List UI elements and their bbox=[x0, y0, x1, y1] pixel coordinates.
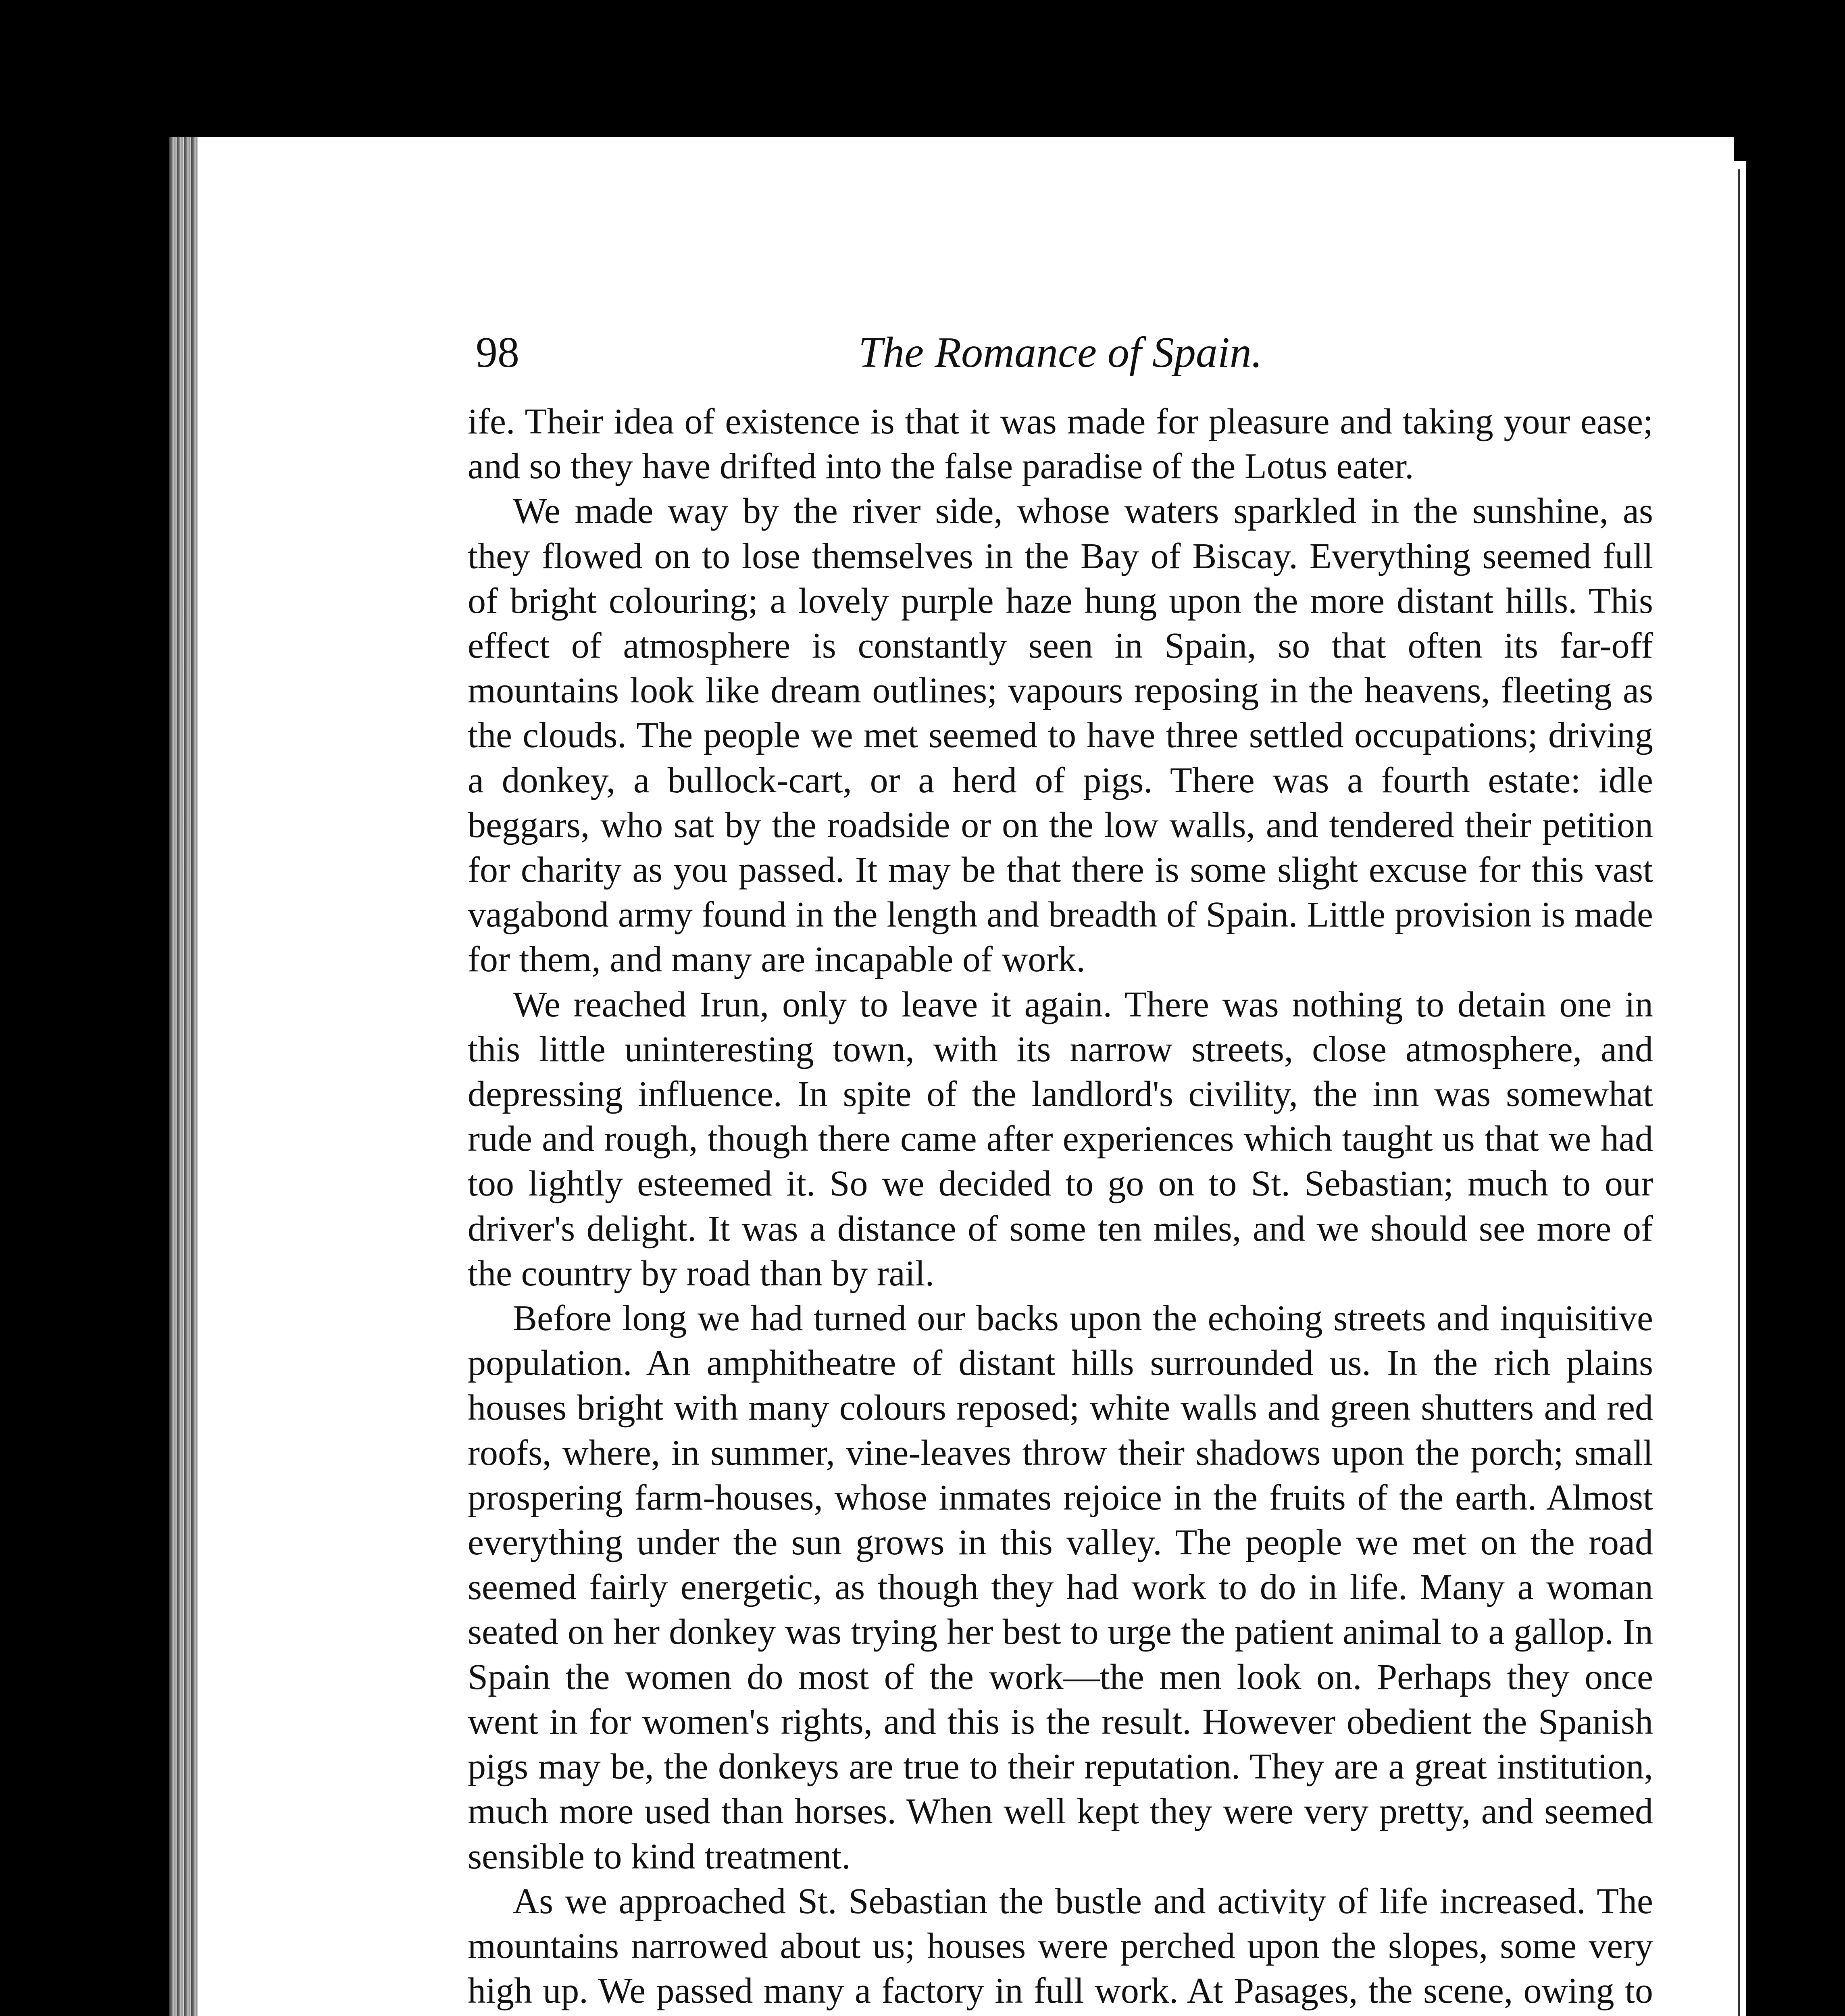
paragraph-1: ife. Their idea of existence is that it was made for pleasure and taking your ease; and so they have drifted into the false paradise of the Lotus eater. bbox=[468, 402, 1653, 487]
binding-gutter bbox=[169, 137, 198, 2016]
paragraph-5: As we approached St. Sebastian the bustle and activity of life increased. The mountains narrowed about us; houses were perched upon the slopes, some very high up. We passed many a factory in full work. At Pasages, the scene, owing to bbox=[468, 1881, 1653, 2011]
paragraph-4: Before long we had turned our backs upon the echoing streets and inquisitive population. An amphitheatre of distant hills surrounded us. In the rich plains houses bright with many colours reposed; white walls and green shutters and red roofs, where, in summer, vine-leaves throw their shadows upon the porch; small prospering farm-houses, whose inmates rejoice in the fruits of the earth. Almost everything under the sun grows in this valley. The people we met on the road seemed fairly energetic, as though they had work to do in life. Many a woman seated on her donkey was trying her best to urge the patient animal to a gallop. In Spain the women do most of the work—the men look on. Perhaps they once went in for women's rights, and this is the result. However obedient the Spanish pigs may be, the donkeys are true to their reputation. They are a great institution, much more used than horses. When well kept they were very pretty, and seemed sensible to kind treatment. bbox=[468, 1298, 1653, 1876]
paragraph-3: We reached Irun, only to leave it again. There was nothing to detain one in this little uninteresting town, with its narrow streets, close atmosphere, and depressing influence. In spite of the landlord's civility, the inn was somewhat rude and rough, though there came after experiences which taught us that we had too lightly esteemed it. So we decided to go on to St. Sebastian; much to our driver's delight. It was a distance of some ten miles, and we should see more of the country by road than by rail. bbox=[468, 984, 1653, 1293]
running-head bbox=[468, 327, 1653, 399]
page-number: 98 bbox=[476, 329, 519, 377]
page-content bbox=[468, 327, 1653, 2016]
running-title: The Romance of Spain. bbox=[858, 329, 1262, 377]
next-page-edge-line bbox=[1738, 169, 1740, 2016]
paragraph-2: We made way by the river side, whose waters sparkled in the sunshine, as they flowed on to lose themselves in the Bay of Biscay. Everything seemed full of bright colouring; a lovely purple haze hung upon the more distant hills. This effect of atmosphere is constantly seen in Spain, so that often its far-off mountains look like dream outlines; vapours reposing in the heavens, fleeting as the clouds. The people we met seemed to have three settled occupations; driving a donkey, a bullock-cart, or a herd of pigs. There was a fourth estate: idle beggars, who sat by the roadside or on the low walls, and tendered their petition for charity as you passed. It may be that there is some slight excuse for this vast vagabond army found in the length and breadth of Spain. Little provision is made for them, and many are incapable of work. bbox=[468, 491, 1653, 980]
